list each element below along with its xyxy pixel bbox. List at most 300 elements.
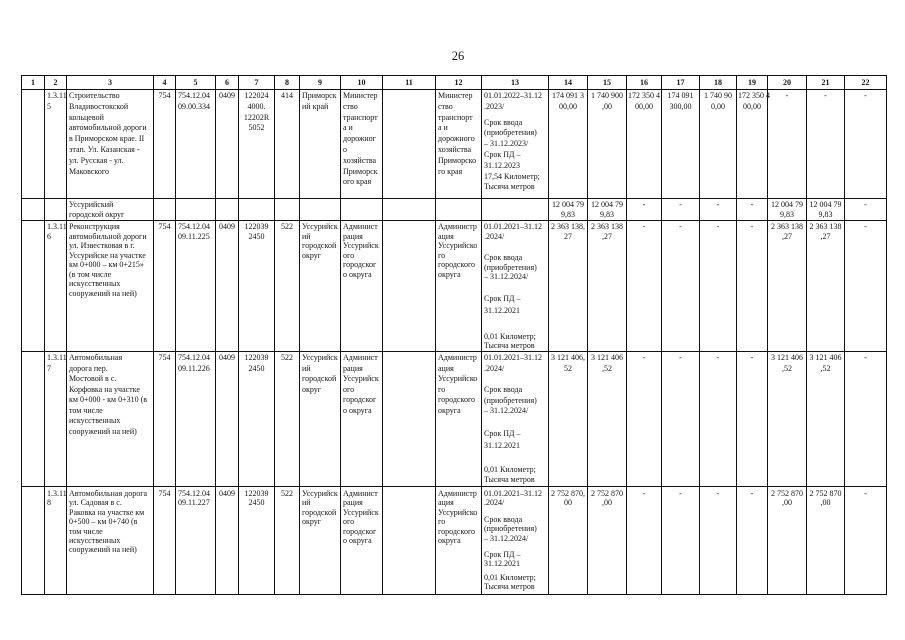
table-cell [216, 90, 239, 199]
table-cell [45, 487, 67, 595]
cell-text-line: Корфовка на участке [69, 384, 140, 394]
cell-text-line: 122024 [244, 91, 269, 100]
cell-text-line: Администр [438, 489, 477, 498]
cell-text-line: 0409 [219, 91, 235, 100]
table-cell [154, 221, 176, 352]
table-cell [176, 221, 216, 352]
data-table [21, 75, 887, 595]
cell-text-line: 1.3.11 [47, 222, 67, 231]
cell-text-line: - [642, 200, 646, 209]
cell-text-line: 17,54 Километр; [484, 171, 540, 181]
cell-text-line: Админист [343, 489, 378, 498]
cell-text-line: округа [438, 536, 461, 546]
table-cell [22, 487, 45, 595]
cell-text-line: Срок ввода [484, 385, 523, 394]
cell-text-line: (в том числе [69, 269, 112, 279]
cell-text-line: - [716, 200, 720, 209]
table-cell [807, 90, 845, 199]
table-cell [482, 221, 549, 352]
cell-text-line: 172 350 4 [628, 91, 660, 100]
cell-text-line: Реконструкция [69, 222, 120, 231]
table-cell [239, 221, 275, 352]
cell-text-line: 174 091 [667, 91, 694, 100]
table-cell [154, 487, 176, 595]
table-cell [737, 352, 768, 487]
cell-text-line: 172 350 4 [738, 91, 770, 100]
table-cell [845, 352, 887, 487]
cell-text-line: 522 [281, 222, 293, 231]
cell-text-line: 5 [47, 101, 51, 111]
cell-text-line: - [716, 489, 720, 498]
table-cell [67, 90, 154, 199]
cell-text-line: 0,01 Километр; [484, 331, 536, 341]
table-cell [239, 90, 275, 199]
cell-text-line: дорога пер. [69, 363, 108, 373]
table-cell [549, 199, 588, 221]
table-cell [176, 352, 216, 487]
table-cell [300, 90, 341, 199]
table-cell [588, 352, 627, 487]
cell-text-line: ство [343, 101, 358, 111]
table-cell [341, 90, 383, 199]
table-cell [768, 487, 807, 595]
table-cell [436, 352, 482, 487]
cell-text-line: - [864, 200, 867, 209]
table-cell [807, 487, 845, 595]
table-cell [67, 221, 154, 352]
table-cell [482, 199, 549, 221]
cell-text-line: городской [302, 241, 337, 250]
cell-text-line: 2 752 870 [809, 489, 842, 498]
cell-text-line: Уссурийск [302, 222, 338, 231]
table-cell [341, 352, 383, 487]
table-cell [768, 352, 807, 487]
column-number-header: 1 [22, 76, 45, 90]
cell-text-line: а и [438, 123, 448, 133]
cell-text-line: - [679, 489, 682, 498]
cell-text-line: 1.3.11 [47, 489, 67, 498]
cell-text-line: 754 [158, 222, 171, 231]
table-cell [45, 352, 67, 487]
cell-text-line: 3 121 406, [551, 353, 585, 362]
table-cell [549, 90, 588, 199]
cell-text-line: округ [302, 250, 322, 260]
cell-text-line: ство [438, 101, 453, 111]
cell-text-line: 31.12.2021 [484, 441, 520, 450]
column-number-header: 8 [275, 76, 300, 90]
table-cell [588, 221, 627, 352]
table-cell [154, 90, 176, 199]
table-cell [845, 487, 887, 595]
cell-text-line: 09.11.226 [178, 363, 210, 373]
table-cell [154, 199, 176, 221]
cell-text-line: 01.01.2021–31.12 [484, 222, 542, 231]
cell-text-line: ,00 [602, 498, 612, 508]
column-number-header: 18 [700, 76, 737, 90]
cell-text-line: 12 004 79 [771, 200, 803, 209]
table-cell [737, 199, 768, 221]
cell-text-line: 0+500 – км 0+740 (в [69, 517, 138, 527]
cell-text-line: городского [438, 395, 476, 404]
table-cell [627, 221, 662, 352]
cell-text-line: км 0+000 - км 0+310 (в [69, 395, 148, 404]
table-cell [216, 221, 239, 352]
cell-text-line: - [679, 353, 682, 362]
cell-text-line: 00,00 [635, 101, 653, 111]
column-number-header: 21 [807, 76, 845, 90]
cell-text-line: 12 004 79 [591, 200, 623, 209]
cell-text-line: 1 740 900 [591, 91, 623, 100]
table-cell [22, 199, 45, 221]
cell-text-line: Тысяча метров [484, 182, 535, 192]
table-cell [768, 221, 807, 352]
cell-text-line: 8 [47, 498, 51, 508]
cell-text-line: ого [343, 250, 355, 260]
table-cell [275, 487, 300, 595]
table-cell [627, 199, 662, 221]
cell-text-line: городског [343, 260, 377, 269]
cell-text-line: 754.12.04 [178, 489, 210, 498]
cell-text-line: 12 004 79 [552, 200, 584, 209]
cell-text-line: 0,01 Километр; [484, 572, 536, 582]
table-cell [436, 90, 482, 199]
table-cell [807, 221, 845, 352]
cell-text-line: 9,83 [561, 210, 575, 219]
cell-text-line: автомобильной дороги [69, 123, 147, 133]
cell-text-line: (приобретения) [484, 395, 537, 405]
cell-text-line: Срок ПД – [484, 149, 521, 159]
cell-text-line: 09.00.334 [178, 101, 210, 111]
cell-text-line: го [438, 250, 446, 260]
cell-text-line: 00 [564, 498, 572, 508]
cell-text-line: автомобильной дороги [69, 231, 147, 241]
cell-text-line: 0409 [219, 353, 235, 362]
cell-text-line: Раковка на участке км [69, 507, 145, 517]
table-cell [154, 352, 176, 487]
table-cell [737, 90, 768, 199]
table-cell [275, 221, 300, 352]
cell-text-line: го края [438, 166, 463, 176]
cell-text-line: округ [302, 517, 322, 527]
cell-text-line: ,52 [782, 363, 792, 373]
column-number-header: 7 [239, 76, 275, 90]
cell-text-line: 01.01.2022–31.12 [484, 91, 542, 100]
cell-text-line: 00,00 [559, 101, 577, 111]
cell-text-line: ,00 [820, 498, 831, 508]
cell-text-line: Уссурийск [302, 489, 338, 498]
cell-text-line: Владивостокской [69, 101, 129, 111]
cell-text-line: 1.3.11 [47, 353, 67, 362]
cell-text-line: 2 752 870, [551, 489, 585, 498]
column-number-header: 3 [67, 76, 154, 90]
cell-text-line: – 31.12.2024/ [484, 533, 529, 543]
table-cell [300, 487, 341, 595]
cell-text-line: 522 [281, 353, 293, 362]
cell-text-line: 2 752 870 [771, 489, 803, 498]
cell-text-line: 174 091 3 [552, 91, 584, 100]
table-cell [807, 199, 845, 221]
cell-text-line: 12202R [243, 112, 270, 122]
cell-text-line: дорожног [343, 134, 376, 144]
cell-text-line: Уссурийско [438, 374, 478, 383]
cell-text-line: 31.12.2021 [484, 306, 520, 315]
column-number-header: 10 [341, 76, 383, 90]
table-cell [45, 221, 67, 352]
cell-text-line: 2 363 138, [551, 222, 585, 231]
cell-text-line: Уссурийский [69, 200, 114, 209]
cell-text-line: городского [438, 260, 476, 269]
cell-text-line: Срок ввода [484, 253, 523, 262]
table-cell [845, 90, 887, 199]
cell-text-line: Срок ввода [484, 117, 523, 127]
cell-text-line: о [343, 144, 347, 154]
cell-text-line: 3 121 406 [591, 353, 623, 362]
cell-text-line: ,27 [782, 231, 792, 241]
cell-text-line: ий [302, 363, 311, 373]
cell-text-line: транспорт [343, 112, 378, 122]
cell-text-line: го [438, 384, 446, 394]
cell-text-line: Срок ПД – [484, 293, 521, 303]
table-cell [737, 487, 768, 595]
cell-text-line: 9,83 [818, 210, 833, 219]
cell-text-line: Уссурийск [343, 374, 379, 383]
page-number: 26 [451, 49, 465, 63]
table-cell [239, 487, 275, 595]
cell-text-line: - [750, 353, 754, 362]
column-number-header: 2 [45, 76, 67, 90]
cell-text-line: – 31.12.2023/ [484, 139, 529, 149]
table-cell [662, 352, 700, 487]
cell-text-line: 4000. [247, 101, 266, 111]
cell-text-line: 2450 [248, 363, 265, 373]
table-cell [22, 221, 45, 352]
column-number-header: 22 [845, 76, 887, 90]
column-number-header: 20 [768, 76, 807, 90]
cell-text-line: кольцевой [69, 112, 104, 122]
cell-text-line: - [750, 489, 754, 498]
column-number-header: 19 [737, 76, 768, 90]
table-cell [662, 199, 700, 221]
cell-text-line: сооружений на ней) [69, 545, 137, 555]
column-number-header: 6 [216, 76, 239, 90]
cell-text-line: городского [438, 526, 476, 536]
cell-text-line: 00,00 [743, 101, 761, 111]
cell-text-line: ,27 [820, 231, 831, 241]
cell-text-line: о округа [343, 269, 372, 279]
cell-text-line: 09.11.225 [178, 231, 210, 241]
cell-text-line: хозяйства [438, 144, 472, 154]
table-cell [383, 352, 436, 487]
cell-text-line: – 31.12.2024/ [484, 272, 529, 281]
cell-text-line: .2023/ [484, 101, 505, 111]
cell-text-line: - [750, 200, 754, 209]
cell-text-line: - [785, 91, 789, 100]
cell-text-line: го [438, 517, 446, 527]
table-cell [662, 487, 700, 595]
cell-text-line: - [642, 222, 646, 231]
cell-text-line: (приобретения) [484, 128, 537, 138]
cell-text-line: городског [343, 526, 377, 536]
cell-text-line: - [824, 91, 827, 100]
cell-text-line: городской [302, 374, 337, 383]
table-cell [549, 352, 588, 487]
table-cell [176, 199, 216, 221]
table-cell [807, 352, 845, 487]
column-number-header: 12 [436, 76, 482, 90]
table-cell [768, 199, 807, 221]
table-cell [216, 199, 239, 221]
cell-text-line: 754.12.04 [178, 222, 210, 231]
table-cell [436, 487, 482, 595]
cell-text-line: - [642, 353, 646, 362]
cell-text-line: 754 [158, 353, 171, 362]
cell-text-line: рация [343, 231, 363, 241]
column-number-header: 13 [482, 76, 549, 90]
cell-text-line: сооружений на ней) [69, 288, 137, 298]
cell-text-line: 01.01.2021–31.12 [484, 353, 542, 362]
table-cell [300, 221, 341, 352]
cell-text-line: 754 [158, 91, 171, 100]
cell-text-line: том числе [69, 526, 103, 536]
cell-text-line: Тысяча метров [484, 341, 535, 350]
cell-text-line: - [679, 222, 682, 231]
cell-text-line: (приобретения) [484, 524, 537, 534]
cell-text-line: - [864, 91, 867, 100]
table-cell [549, 221, 588, 352]
cell-text-line: округа [438, 405, 461, 415]
table-cell [45, 199, 67, 221]
cell-text-line: городской [302, 507, 337, 517]
cell-text-line: искусственных [69, 279, 121, 288]
cell-text-line: .2024/ [484, 231, 505, 241]
table-cell [67, 487, 154, 595]
cell-text-line: Админист [343, 353, 378, 362]
cell-text-line: 0,01 Километр; [484, 464, 536, 474]
cell-text-line: 754.12.04 [178, 353, 210, 362]
table-cell [482, 90, 549, 199]
table-cell [436, 199, 482, 221]
cell-text-line: городског [343, 395, 377, 404]
cell-text-line: - [642, 489, 646, 498]
cell-text-line: о округа [343, 536, 372, 546]
cell-text-line: 31.12.2023 [484, 160, 520, 170]
cell-text-line: этап. Ул. Казанская - [69, 144, 140, 154]
cell-text-line: 122039 [244, 222, 269, 231]
cell-text-line: в Приморском крае. II [69, 134, 145, 144]
cell-text-line: рация [343, 363, 363, 373]
column-number-header: 5 [176, 76, 216, 90]
cell-text-line: Срок ввода [484, 514, 523, 524]
table-cell [700, 90, 737, 199]
cell-text-line: ий [302, 498, 311, 508]
cell-text-line: 300,00 [669, 101, 692, 111]
cell-text-line: 2 363 138 [809, 222, 842, 231]
table-cell [67, 352, 154, 487]
cell-text-line: 31.12.2021 [484, 559, 520, 569]
cell-text-line: ого [343, 384, 355, 394]
cell-text-line: 9,83 [600, 210, 614, 219]
cell-text-line: Уссурийск [302, 353, 338, 362]
cell-text-line: 3 121 406 [809, 353, 842, 362]
column-number-header: 9 [300, 76, 341, 90]
cell-text-line: 2 363 138 [591, 222, 623, 231]
cell-text-line: округа [438, 269, 461, 279]
cell-text-line: Срок ПД – [484, 428, 521, 438]
column-number-header: 14 [549, 76, 588, 90]
column-number-header: 17 [662, 76, 700, 90]
cell-text-line: Уссурийск [343, 507, 379, 517]
table-cell [239, 199, 275, 221]
cell-text-line: Уссурийско [438, 241, 478, 250]
cell-text-line: ул. Известковая в г. [69, 241, 135, 250]
cell-text-line: том числе [69, 405, 103, 415]
cell-text-line: - [864, 222, 867, 231]
cell-text-line: сооружений на ней) [69, 426, 137, 436]
cell-text-line: (приобретения) [484, 262, 537, 272]
cell-text-line: Мостовой в с. [69, 374, 117, 383]
cell-text-line: .2024/ [484, 363, 505, 373]
cell-text-line: ,27 [602, 231, 612, 241]
table-cell [67, 199, 154, 221]
table-cell [341, 487, 383, 595]
cell-text-line: - [716, 353, 720, 362]
cell-text-line: Строительство [69, 91, 120, 100]
cell-text-line: искусственных [69, 536, 121, 546]
table-cell [627, 90, 662, 199]
cell-text-line: 09.11.227 [178, 498, 210, 508]
table-cell [588, 199, 627, 221]
cell-text-line: ого [343, 517, 355, 527]
cell-text-line: ого края [343, 177, 372, 187]
cell-text-line: Администр [438, 353, 477, 362]
cell-text-line: ,52 [820, 363, 831, 373]
cell-text-line: 27 [564, 231, 572, 241]
cell-text-line: Админист [343, 222, 378, 231]
table-cell [239, 352, 275, 487]
cell-text-line: 122039 [244, 489, 269, 498]
cell-text-line: - [864, 353, 867, 362]
cell-text-line: 3 121 406 [771, 353, 803, 362]
table-cell [22, 90, 45, 199]
cell-text-line: 52 [564, 363, 572, 373]
cell-text-line: Министер [438, 91, 473, 100]
table-cell [588, 90, 627, 199]
cell-text-line: - [716, 222, 720, 231]
cell-text-line: Маковского [69, 166, 109, 176]
table-cell [300, 352, 341, 487]
table-cell [737, 221, 768, 352]
cell-text-line: 754.12.04 [178, 91, 210, 100]
cell-text-line: 12 004 79 [809, 200, 842, 209]
table-cell [176, 90, 216, 199]
cell-text-line: - [864, 489, 867, 498]
table-cell [275, 352, 300, 487]
cell-text-line: 414 [281, 91, 293, 100]
cell-text-line: 6 [47, 231, 51, 241]
table-cell [176, 487, 216, 595]
table-cell [662, 221, 700, 352]
table-cell [845, 221, 887, 352]
cell-text-line: 0409 [219, 489, 235, 498]
cell-text-line: ация [438, 498, 454, 508]
cell-text-line: 1.3.11 [47, 91, 67, 100]
cell-text-line: Министер [343, 91, 378, 100]
cell-text-line: – 31.12.2024/ [484, 406, 529, 415]
cell-text-line: 01.01.2021–31.12 [484, 489, 542, 498]
table-cell [627, 487, 662, 595]
cell-text-line: а и [343, 123, 353, 133]
cell-text-line: 2450 [248, 231, 265, 241]
